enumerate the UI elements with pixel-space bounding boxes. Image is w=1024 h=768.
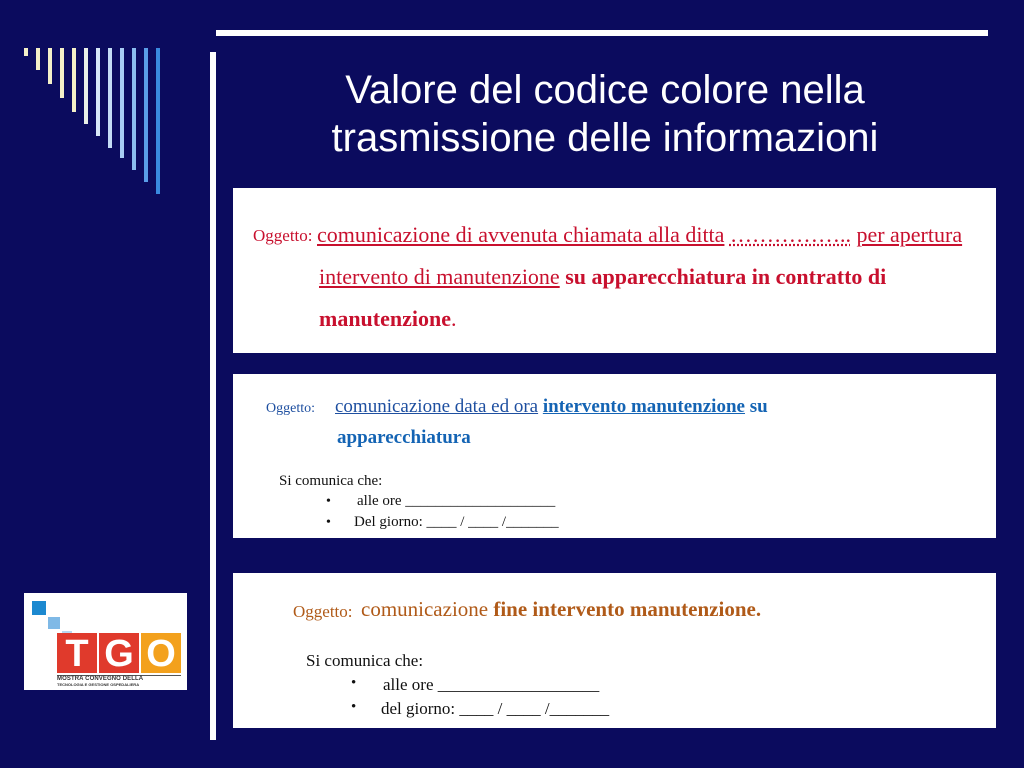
panel1-line-2: intervento di manutenzione su apparecchiatura in contratto di [319, 264, 887, 289]
top-divider [216, 30, 988, 36]
panel1-line-3: manutenzione. [319, 306, 457, 331]
panel3-intro: Si comunica che: [306, 651, 424, 670]
panel3-bullet-2: del giorno: ____ / ____ /_______ [381, 699, 610, 718]
oggetto-label: Oggetto: [266, 401, 315, 416]
bullet-icon: • [326, 515, 331, 530]
tgo-logo [24, 593, 187, 690]
logo-caption-2: TECNOLOGIA E GESTIONE OSPEDALIERA [57, 682, 140, 687]
vertical-divider [210, 52, 216, 740]
slide-title-line-1: Valore del codice colore nella [345, 68, 865, 112]
logo-caption-1: MOSTRA CONVEGNO DELLA [57, 676, 144, 682]
example-panel-1 [233, 188, 996, 353]
panel2-line-1: comunicazione data ed ora intervento manutenzione su [335, 396, 768, 417]
slide-title [240, 66, 970, 162]
decorative-stripes [24, 48, 174, 208]
bullet-icon: • [326, 494, 331, 509]
oggetto-label: Oggetto: [293, 602, 353, 621]
logo-letter-t: T [57, 633, 97, 673]
panel2-bullet-1: alle ore ____________________ [357, 493, 556, 509]
example-panel-2 [233, 374, 996, 538]
panel2-intro: Si comunica che: [279, 473, 383, 489]
logo-letter-g: G [99, 633, 139, 673]
bullet-icon: • [351, 699, 357, 715]
example-panel-3 [233, 573, 996, 728]
panel3-line-1: comunicazione fine intervento manutenzione. [361, 597, 762, 621]
bullet-icon: • [351, 675, 357, 691]
slide-title-line-2: trasmissione delle informazioni [331, 116, 879, 160]
logo-letter-o: O [141, 633, 181, 673]
panel2-line-2: apparecchiatura [337, 427, 471, 448]
panel1-line-1: comunicazione di avvenuta chiamata alla ditta …………….. per apertura [317, 222, 963, 247]
oggetto-label: Oggetto: [253, 226, 313, 245]
panel2-bullet-2: Del giorno: ____ / ____ /_______ [354, 514, 559, 530]
panel3-bullet-1: alle ore ___________________ [383, 675, 600, 694]
